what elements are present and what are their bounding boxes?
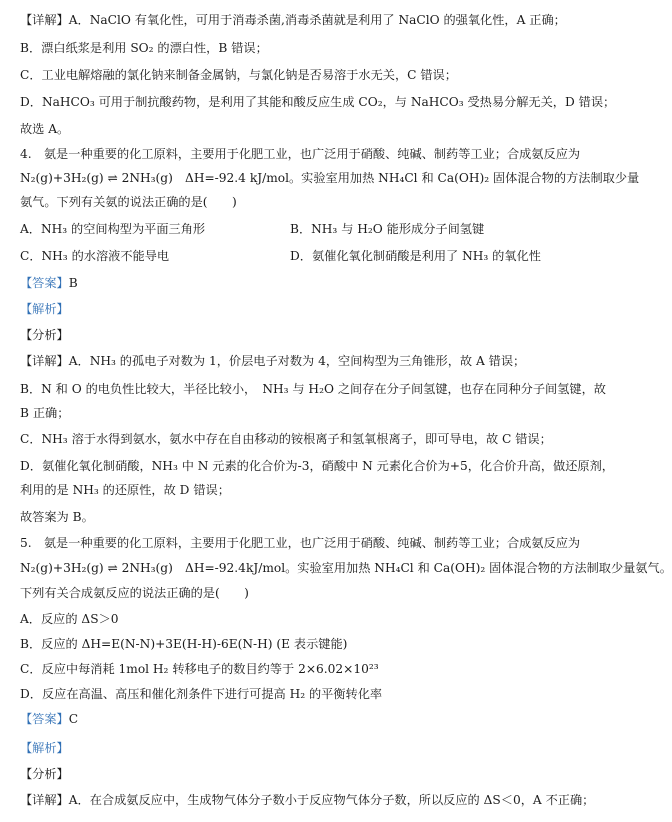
q5-fenxi-tag: 【分析】 xyxy=(20,767,69,781)
q4-option-a: A．NH₃ 的空间构型为平面三角形 xyxy=(20,222,206,236)
q3-conclusion: 故选 A。 xyxy=(20,122,70,136)
q4-fenxi-tag: 【分析】 xyxy=(20,328,69,342)
q5-stem-2: N₂(g)+3H₂(g) ⇌ 2NH₃(g) ΔH=-92.4kJ/mol。实验室用加热 NH₄Cl 和 Ca(OH)₂ 固体混合物的方法制取少量氨气。 xyxy=(20,561,672,575)
answer-value: C xyxy=(68,712,79,726)
q4-detail-d-1: D．氨催化氧化制硝酸，NH₃ 中 N 元素的化合价为-3，硝酸中 N 元素化合价为+5，化合价升高，做还原剂， xyxy=(20,459,614,473)
q5-option-b: B．反应的 ΔH=E(N-N)+3E(H-H)-6E(N-H) (E 表示键能) xyxy=(20,637,348,651)
q5-option-c: C．反应中每消耗 1mol H₂ 转移电子的数目约等于 2×6.02×10²³ xyxy=(20,662,379,676)
detail-tag: 【详解】 xyxy=(20,13,69,27)
detail-tag: 【详解】 xyxy=(20,354,69,368)
q5-option-a: A．反应的 ΔS＞0 xyxy=(20,612,119,626)
q4-stem-3: 氨气。下列有关氨的说法正确的是( ) xyxy=(20,195,237,209)
q4-answer xyxy=(20,275,78,291)
q3-detail-d: D．NaHCO₃ 可用于制抗酸药物，是利用了其能和酸反应生成 CO₂，与 NaHCO₃ 受热易分解无关，D 错误； xyxy=(20,95,616,109)
answer-tag: 【答案】 xyxy=(20,276,69,290)
q3-detail-a: 【详解】A．NaClO 有氧化性，可用于消毒杀菌,消毒杀菌就是利用了 NaClO 的强氧化性，A 正确； xyxy=(20,13,566,27)
q4-conclusion: 故答案为 B。 xyxy=(20,510,94,524)
detail-tag: 【详解】 xyxy=(20,793,69,807)
q4-stem-1: 4. 氨是一种重要的化工原料，主要用于化肥工业，也广泛用于硝酸、纯碱、制药等工业；合成氨反应为 xyxy=(20,147,581,161)
q5-option-d: D．反应在高温、高压和催化剂条件下进行可提高 H₂ 的平衡转化率 xyxy=(20,687,383,701)
q4-detail-d-2: 利用的是 NH₃ 的还原性，故 D 错误； xyxy=(20,483,230,497)
q5-answer xyxy=(20,711,78,727)
answer-value: B xyxy=(68,276,78,290)
q4-detail-b-1: B．N 和 O 的电负性比较大，半径比较小， NH₃ 与 H₂O 之间存在分子间氢键，也存在同种分子间氢键，故 xyxy=(20,382,606,396)
q4-option-b: B．NH₃ 与 H₂O 能形成分子间氢键 xyxy=(290,222,485,236)
q5-detail-a: 【详解】A．在合成氨反应中，生成物气体分子数小于反应物气体分子数，所以反应的 ΔS＜0，A 不正确； xyxy=(20,793,595,807)
q5-analysis-tag: 【解析】 xyxy=(20,741,69,755)
q4-detail-a: 【详解】A．NH₃ 的孤电子对数为 1，价层电子对数为 4，空间构型为三角锥形，故 A 错误； xyxy=(20,354,526,368)
answer-tag: 【答案】 xyxy=(20,712,69,726)
q5-stem-3: 下列有关合成氨反应的说法正确的是( ) xyxy=(20,586,249,600)
q4-detail-c: C．NH₃ 溶于水得到氨水，氨水中存在自由移动的铵根离子和氢氧根离子，即可导电，故 C 错误； xyxy=(20,432,552,446)
q3-detail-c: C．工业电解熔融的氯化钠来制备金属钠，与氯化钠是否易溶于水无关，C 错误； xyxy=(20,68,457,82)
q4-detail-b-2: B 正确； xyxy=(20,406,70,420)
q5-stem-1: 5. 氨是一种重要的化工原料，主要用于化肥工业，也广泛用于硝酸、纯碱、制药等工业；合成氨反应为 xyxy=(20,536,581,550)
q3-detail-b: B．漂白纸浆是利用 SO₂ 的漂白性，B 错误； xyxy=(20,41,268,55)
q4-option-c: C．NH₃ 的水溶液不能导电 xyxy=(20,249,170,263)
q4-analysis-tag: 【解析】 xyxy=(20,302,69,316)
q4-option-d: D．氨催化氧化制硝酸是利用了 NH₃ 的氧化性 xyxy=(290,249,541,263)
q4-stem-2: N₂(g)+3H₂(g) ⇌ 2NH₃(g) ΔH=-92.4 kJ/mol。实验室用加热 NH₄Cl 和 Ca(OH)₂ 固体混合物的方法制取少量 xyxy=(20,171,640,185)
